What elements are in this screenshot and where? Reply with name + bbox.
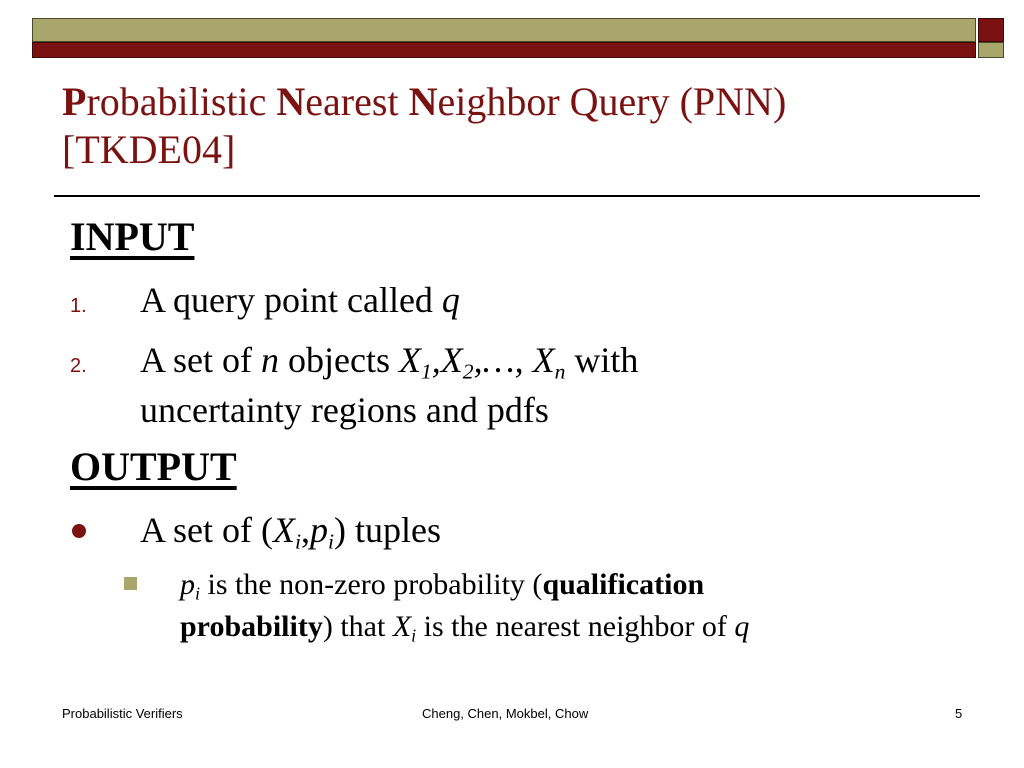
footer-title: Probabilistic Verifiers [62, 706, 183, 721]
footer-authors: Cheng, Chen, Mokbel, Chow [422, 706, 589, 721]
header-bar-olive [32, 18, 976, 42]
list-number-2: 2. [70, 355, 87, 377]
title-line-2: [TKDE04] [62, 127, 236, 172]
header-square-olive [978, 42, 1004, 58]
slide-title [62, 78, 962, 174]
header-bar-maroon [32, 42, 976, 58]
input-item-1: A query point called q [140, 280, 460, 320]
title-divider [54, 195, 980, 197]
output-item: A set of $(X_i,p_i)$ tuples [140, 510, 441, 554]
bullet-dot-icon [72, 524, 86, 538]
list-number-1: 1. [70, 295, 87, 317]
input-item-2: A set of n objects $X_1,X_2,\dots$, $X_n$ with [140, 340, 639, 384]
output-sub-item: $p_i$ is the non-zero probability (qualification probability) that $X_i$ is the nearest neighbor of q [180, 568, 750, 646]
output-heading: OUTPUT [70, 444, 237, 489]
footer-page-number: 5 [955, 706, 963, 721]
title-line-1: Probabilistic Nearest Neighbor Query (PNN) [62, 79, 787, 124]
input-heading: INPUT [70, 214, 195, 259]
header-square-maroon [978, 18, 1004, 42]
input-item-2-continuation: uncertainty regions and pdfs [140, 390, 549, 430]
bullet-square-icon [124, 577, 137, 590]
